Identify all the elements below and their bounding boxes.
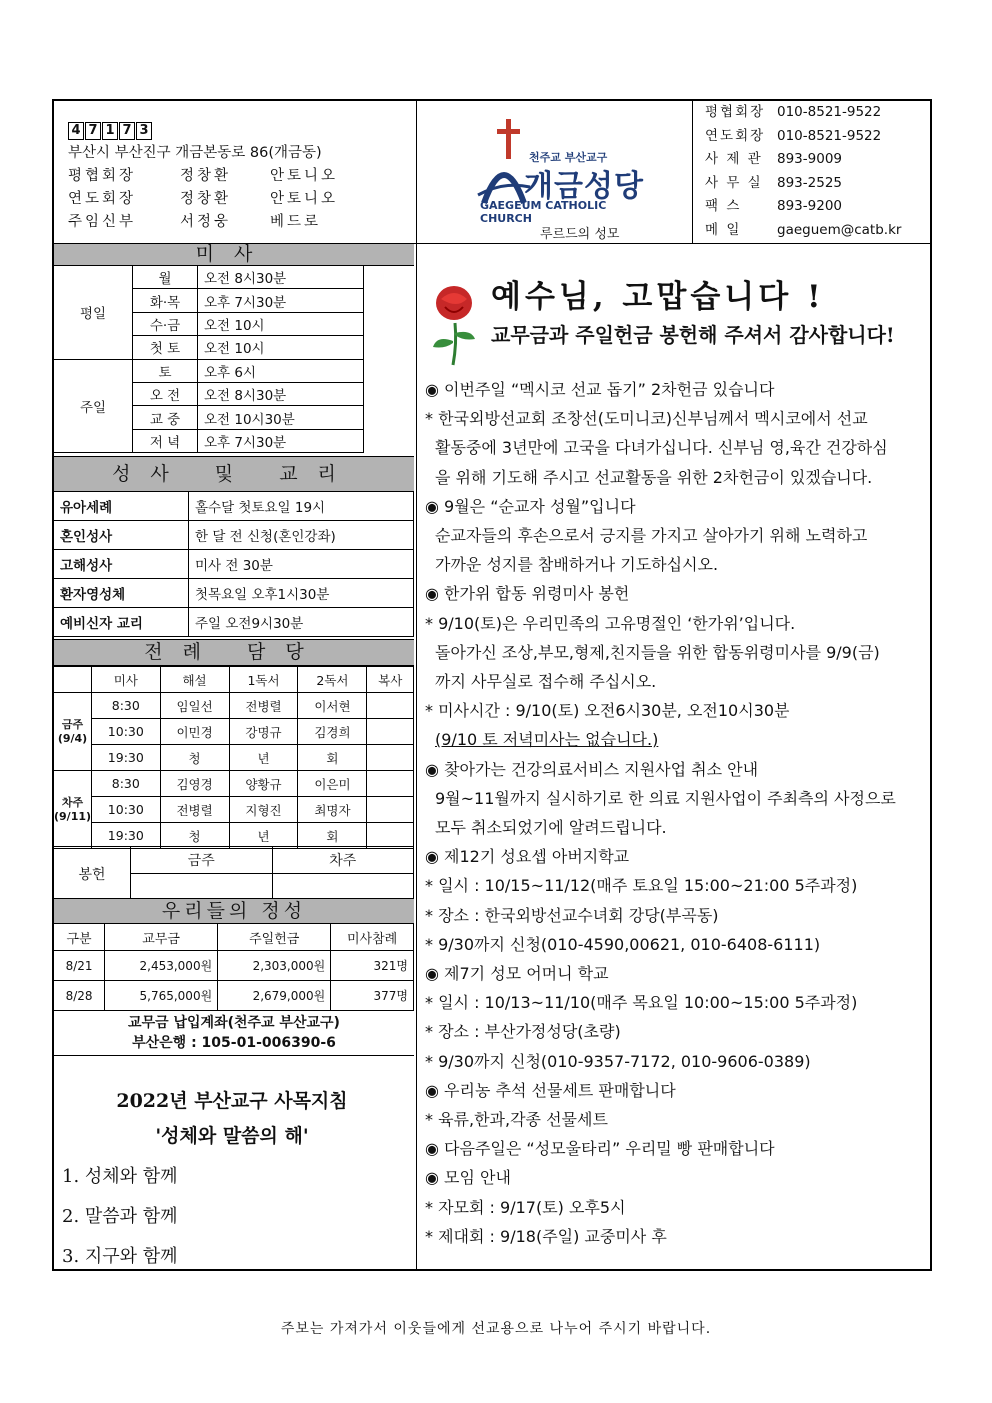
notice-heading: ◉ 모임 안내	[425, 1163, 925, 1192]
church-english-name: GAEGEUM CATHOLIC CHURCH	[480, 199, 607, 225]
week-label: 금주(9/4)	[54, 693, 92, 771]
address: 부산시 부산진구 개금본동로 86(개금동)	[68, 145, 322, 161]
notice-heading: ◉ 제12기 성요셉 아버지학교	[425, 842, 925, 871]
rose-icon	[427, 283, 481, 367]
liturgy-section-title: 전례 담당	[54, 639, 414, 666]
notice-heading: ◉ 제7기 성모 어머니 학교	[425, 959, 925, 988]
table-cell: 19:30	[92, 745, 161, 771]
column-header: 복사	[367, 667, 414, 693]
offering-table	[54, 846, 414, 901]
person-name: 서정웅	[180, 214, 232, 230]
mass-time: 오후 6시	[198, 359, 364, 382]
notice-line: * 장소 : 한국외방선교수녀회 강당(부곡동)	[425, 905, 719, 925]
mass-time: 오전 8시30분	[198, 266, 364, 289]
sacraments-table	[54, 491, 414, 637]
pastoral-item: 2. 말씀과 함께	[62, 1206, 178, 1227]
table-cell: 8/28	[54, 981, 105, 1011]
column-header: 해설	[160, 667, 229, 693]
mass-time: 오후 7시30분	[198, 289, 364, 312]
main-title: 예수님, 고맙습니다 !	[491, 279, 825, 315]
table-cell: 회	[298, 823, 367, 849]
mass-time: 오전 10시30분	[198, 406, 364, 429]
person-role: 주임신부	[68, 214, 137, 230]
notice-heading: ◉ 우리농 추석 선물세트 판매합니다	[425, 1076, 925, 1105]
contact-row	[693, 172, 931, 196]
person-name: 정창환	[180, 191, 232, 207]
table-cell: 양황규	[229, 771, 298, 797]
notice-line: * 9/10(토)은 우리민족의 고유명절인 ‘한가위’입니다.	[425, 613, 796, 633]
column-header: 2독서	[298, 667, 367, 693]
offering-next-week: 차주	[272, 847, 414, 874]
table-cell: 강명규	[229, 719, 298, 745]
sacrament-name: 고해성사	[54, 550, 189, 579]
sacrament-name: 혼인성사	[54, 521, 189, 550]
table-cell: 2,679,000원	[218, 981, 331, 1011]
mass-time: 오후 7시30분	[198, 429, 364, 452]
main-subtitle: 교무금과 주일헌금 봉헌해 주셔서 감사합니다!	[491, 323, 895, 347]
person-row	[68, 188, 408, 211]
mass-day: 교 중	[133, 406, 198, 429]
table-cell: 5,765,000원	[105, 981, 218, 1011]
notice-line: * 육류,한과,각종 선물세트	[425, 1110, 608, 1130]
pastoral-item: 3. 지구와 함께	[62, 1246, 178, 1267]
sacraments-section-title: 성사 및 교리	[54, 456, 414, 492]
cross-icon	[506, 119, 511, 159]
postal-digit: 7	[119, 122, 135, 140]
sacrament-name: 예비신자 교리	[54, 608, 189, 637]
liturgy-table	[54, 666, 414, 849]
offering-next-week-value	[272, 874, 414, 901]
postal-digit: 1	[102, 122, 118, 140]
notice-line: 돌아가신 조상,부모,형제,친지들을 위한 합동위령미사를 9/9(금)	[435, 642, 880, 662]
tithe-section-title: 우리들의 정성	[54, 898, 414, 924]
offering-this-week-value	[131, 874, 273, 901]
sacrament-detail: 홀수달 첫토요일 19시	[189, 492, 414, 521]
offering-this-week: 금주	[131, 847, 273, 874]
table-cell	[367, 823, 414, 849]
table-cell: 이은미	[298, 771, 367, 797]
column-header: 1독서	[229, 667, 298, 693]
cross-bar	[497, 129, 520, 134]
mass-section-title: 미사	[54, 243, 414, 266]
pastoral-guidelines	[62, 1086, 402, 1268]
diocese-name: 천주교 부산교구	[529, 151, 608, 164]
sacrament-detail: 미사 전 30분	[189, 550, 414, 579]
person-name: 정창환	[180, 168, 232, 184]
notice-line: * 9/30까지 신청(010-9357-7172, 010-9606-0389)	[425, 1051, 811, 1071]
contact-value: 893-2525	[777, 174, 842, 191]
notice-line: * 자모회 : 9/17(토) 오후5시	[425, 1197, 626, 1217]
contact-value: 893-9009	[777, 151, 842, 167]
mass-day: 토	[133, 359, 198, 382]
person-row	[68, 165, 408, 188]
notice-line: 모두 취소되었기에 알려드립니다.	[435, 818, 667, 838]
column-divider	[416, 101, 417, 1271]
church-logo	[434, 115, 654, 242]
table-cell	[367, 745, 414, 771]
footer-note: 주보는 가져가서 이웃들에게 선교용으로 나누어 주시기 바랍니다.	[280, 1321, 712, 1337]
mass-day: 수·금	[133, 312, 198, 335]
table-cell: 김경희	[298, 719, 367, 745]
contact-row	[693, 125, 931, 149]
person-role: 평협회장	[68, 168, 137, 184]
contact-label: 사 무 실	[705, 174, 763, 191]
notice-line: 을 위해 기도해 주시고 선교활동을 위한 2차헌금이 있겠습니다.	[435, 467, 873, 487]
sunday-label: 주일	[54, 359, 133, 453]
notice-line: * 제대회 : 9/18(주일) 교중미사 후	[425, 1226, 667, 1246]
bulletin-frame	[52, 99, 932, 1271]
notice-line: * 미사시간 : 9/10(토) 오전6시30분, 오전10시30분	[425, 701, 790, 721]
notice-line: 순교자들의 후손으로서 긍지를 가지고 살아가기 위해 노력하고	[435, 526, 868, 546]
table-cell: 8/21	[54, 951, 105, 981]
notice-line: 가까운 성지를 참배하거나 기도하십시오.	[435, 555, 719, 575]
contact-label: 연도회장	[705, 127, 766, 144]
account-number: 부산은행 : 105-01-006390-6	[132, 1035, 336, 1051]
notice-line: * 일시 : 10/15~11/12(매주 토요일 15:00~21:00 5주과정)	[425, 876, 858, 896]
column-header: 교무금	[105, 924, 218, 951]
table-cell: 전병렬	[229, 693, 298, 719]
pastoral-subtitle: '성체와 말씀의 해'	[155, 1125, 309, 1147]
table-cell: 년	[229, 745, 298, 771]
table-cell: 321명	[331, 951, 414, 981]
table-cell: 년	[229, 823, 298, 849]
sacrament-name: 환자영성체	[54, 579, 189, 608]
table-cell: 8:30	[92, 771, 161, 797]
mass-day: 화·목	[133, 289, 198, 312]
contact-label: 평협회장	[705, 104, 766, 120]
contact-row	[693, 219, 931, 243]
table-cell: 최명자	[298, 797, 367, 823]
contact-row	[693, 101, 931, 125]
contact-value: 893-9200	[777, 198, 842, 214]
column-header: 주일헌금	[218, 924, 331, 951]
notice-line: 활동중에 3년만에 고국을 다녀가십니다. 신부님 영,육간 건강하심	[435, 438, 888, 458]
mass-day: 오 전	[133, 382, 198, 405]
table-cell: 10:30	[92, 719, 161, 745]
pastoral-title: 2022년 부산교구 사목지침	[116, 1090, 348, 1112]
table-cell: 2,453,000원	[105, 951, 218, 981]
pastoral-item: 1. 성체와 함께	[62, 1166, 178, 1187]
mass-day: 저 녁	[133, 429, 198, 452]
table-cell: 지형진	[229, 797, 298, 823]
table-cell: 전병렬	[160, 797, 229, 823]
postal-code	[68, 119, 408, 142]
table-cell: 청	[160, 823, 229, 849]
week-label: 차주(9/11)	[54, 771, 92, 849]
contact-value[interactable]: gaeguem@catb.kr	[777, 221, 902, 238]
offering-label: 봉헌	[54, 847, 131, 901]
mass-schedule-table	[54, 265, 364, 453]
contact-value: 010-8521-9522	[777, 104, 882, 120]
notice-line: * 일시 : 10/13~11/10(매주 목요일 10:00~15:00 5주과정)	[425, 993, 858, 1013]
column-header: 구분	[54, 924, 105, 951]
mass-time: 오전 10시	[198, 336, 364, 359]
postal-digit: 3	[136, 122, 152, 140]
contact-label: 메 일	[705, 221, 742, 238]
postal-digit: 7	[85, 122, 101, 140]
person-baptismal-name: 베드로	[270, 214, 322, 230]
sacrament-detail: 주일 오전9시30분	[189, 608, 414, 637]
notice-line: * 장소 : 부산가정성당(초량)	[425, 1022, 621, 1042]
table-cell	[367, 797, 414, 823]
contact-label: 사 제 관	[705, 151, 763, 167]
notice-line: * 한국외방선교회 조창선(도미니코)신부님께서 멕시코에서 선교	[425, 409, 868, 429]
person-baptismal-name: 안토니오	[270, 191, 339, 207]
notice-heading: ◉ 9월은 “순교자 성월”입니다	[425, 492, 925, 521]
notice-line: 9월~11월까지 실시하기로 한 의료 지원사업이 주최측의 사정으로	[435, 788, 896, 808]
mass-day: 월	[133, 266, 198, 289]
church-motto: 루르드의 성모	[540, 227, 620, 242]
contact-label: 팩 스	[705, 198, 742, 214]
table-cell: 377명	[331, 981, 414, 1011]
sacrament-detail: 한 달 전 신청(혼인강좌)	[189, 521, 414, 550]
tithe-table	[54, 923, 414, 1011]
mass-day: 첫 토	[133, 336, 198, 359]
notice-heading: ◉ 다음주일은 “성모울타리” 우리밀 빵 판매합니다	[425, 1134, 925, 1163]
church-name: 개금성당	[524, 169, 644, 204]
table-cell: 10:30	[92, 797, 161, 823]
account-title: 교무금 납입계좌(천주교 부산교구)	[128, 1015, 340, 1031]
column-header: 미사	[92, 667, 161, 693]
table-cell: 임일선	[160, 693, 229, 719]
contact-row	[693, 148, 931, 172]
person-role: 연도회장	[68, 191, 137, 207]
weekday-label: 평일	[54, 266, 133, 360]
notice-line: (9/10 토 저녁미사는 없습니다.)	[435, 730, 659, 750]
notice-line: * 9/30까지 신청(010-4590,00621, 010-6408-6111)	[425, 934, 821, 954]
notice-heading: ◉ 한가위 합동 위령미사 봉헌	[425, 579, 925, 608]
table-cell: 19:30	[92, 823, 161, 849]
table-cell: 이서현	[298, 693, 367, 719]
mass-time: 오전 8시30분	[198, 382, 364, 405]
contact-value: 010-8521-9522	[777, 127, 882, 144]
table-cell	[367, 693, 414, 719]
table-cell: 8:30	[92, 693, 161, 719]
table-cell: 회	[298, 745, 367, 771]
contact-list	[692, 101, 931, 243]
table-cell: 이민경	[160, 719, 229, 745]
table-cell: 김영경	[160, 771, 229, 797]
notice-heading: ◉ 찾아가는 건강의료서비스 지원사업 취소 안내	[425, 755, 925, 784]
postal-digit: 4	[68, 122, 84, 140]
tithe-account	[54, 1013, 414, 1056]
sacrament-name: 유아세례	[54, 492, 189, 521]
sacrament-detail: 첫목요일 오후1시30분	[189, 579, 414, 608]
notice-list	[425, 375, 925, 1251]
week-header-cell	[54, 667, 92, 693]
table-cell	[367, 771, 414, 797]
contact-row	[693, 195, 931, 219]
column-header: 미사참례	[331, 924, 414, 951]
person-row	[68, 211, 408, 234]
table-cell: 청	[160, 745, 229, 771]
person-baptismal-name: 안토니오	[270, 168, 339, 184]
table-cell: 2,303,000원	[218, 951, 331, 981]
notice-heading: ◉ 이번주일 “멕시코 선교 돕기” 2차헌금 있습니다	[425, 375, 925, 404]
mass-time: 오전 10시	[198, 312, 364, 335]
table-cell	[367, 719, 414, 745]
notice-line: 까지 사무실로 접수해 주십시오.	[435, 672, 657, 692]
church-info	[68, 119, 408, 234]
